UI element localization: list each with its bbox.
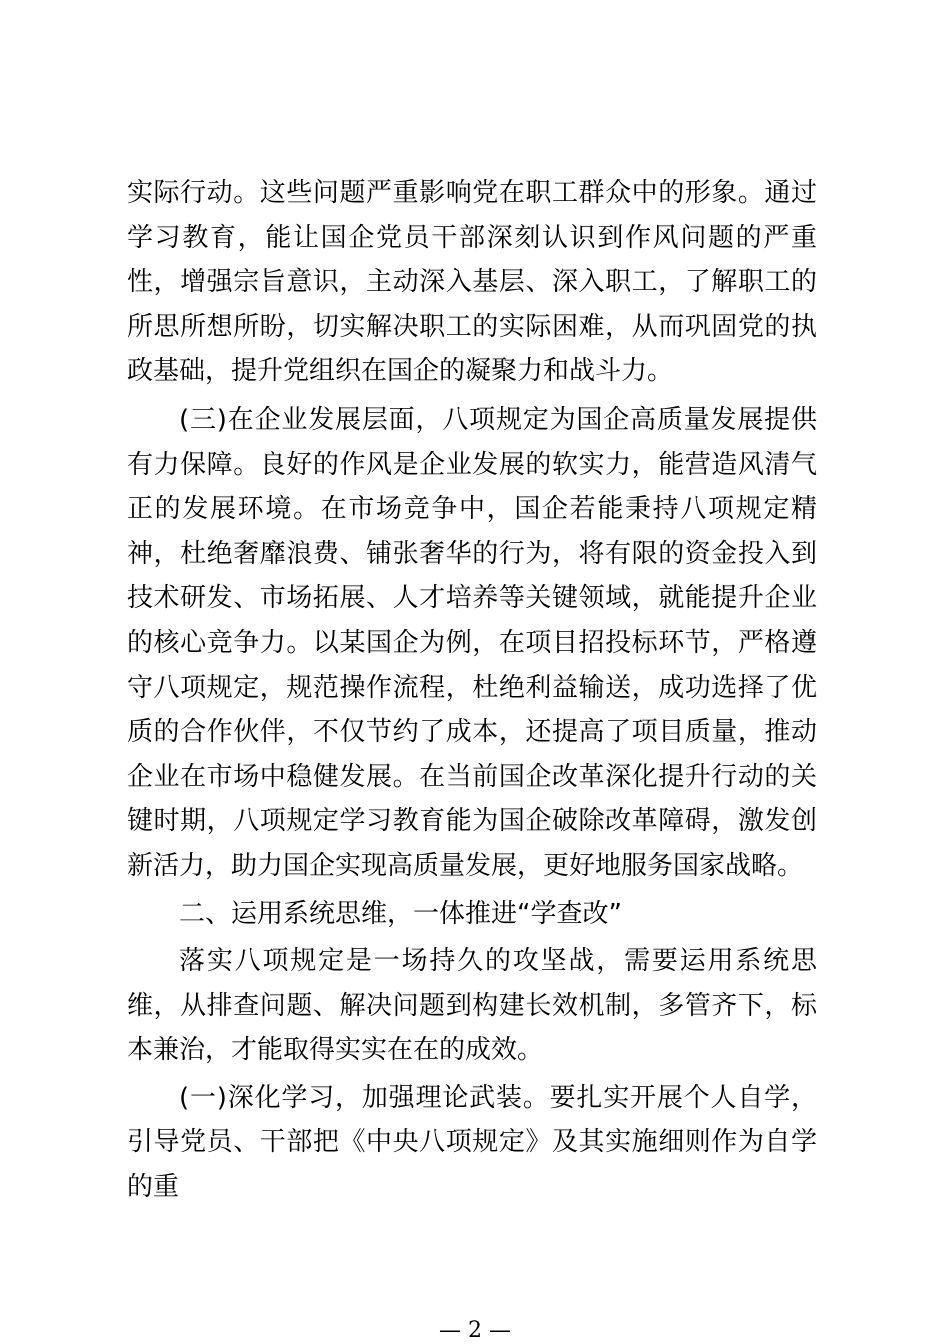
section-heading-2: 二、运用系统思维，一体推进“学查改” [179,898,622,929]
paragraph-1: 实际行动。这些问题严重影响党在职工群众中的形象。通过学习教育，能让国企党员干部深刻认识到作风问题的严重性，增强宗旨意识，主动深入基层、深入职工，了解职工的所思所想所盼，切实解决职工的实际困难，从而巩固党的执政基础，提升党组织在国企的凝聚力和战斗力。 [127,178,817,387]
paragraph-3: 落实八项规定是一场持久的攻坚战，需要运用系统思维，从排查问题、解决问题到构建长效机制，多管齐下，标本兼治，才能取得实实在在的成效。 [127,946,817,1066]
body-text [127,171,817,1210]
page-number: — 2 — [439,1318,511,1343]
paragraph-2: (三)在企业发展层面，八项规定为国企高质量发展提供有力保障。良好的作风是企业发展的软实力，能营造风清气正的发展环境。在市场竞争中，国企若能秉持八项规定精神，杜绝奢靡浪费、铺张奢华的行为，将有限的资金投入到技术研发、市场拓展、人才培养等关键领域，就能提升企业的核心竞争力。以某国企为例，在项目招投标环节，严格遵守八项规定，规范操作流程，杜绝利益输送，成功选择了优质的合作伙伴，不仅节约了成本，还提高了项目质量，推动企业在市场中稳健发展。在当前国企改革深化提升行动的关键时期，八项规定学习教育能为国企破除改革障碍，激发创新活力，助力国企实现高质量发展，更好地服务国家战略。 [127,404,817,881]
paragraph-4: (一)深化学习，加强理论武装。要扎实开展个人自学，引导党员、干部把《中央八项规定》及其实施细则作为自学的重 [127,1082,817,1203]
